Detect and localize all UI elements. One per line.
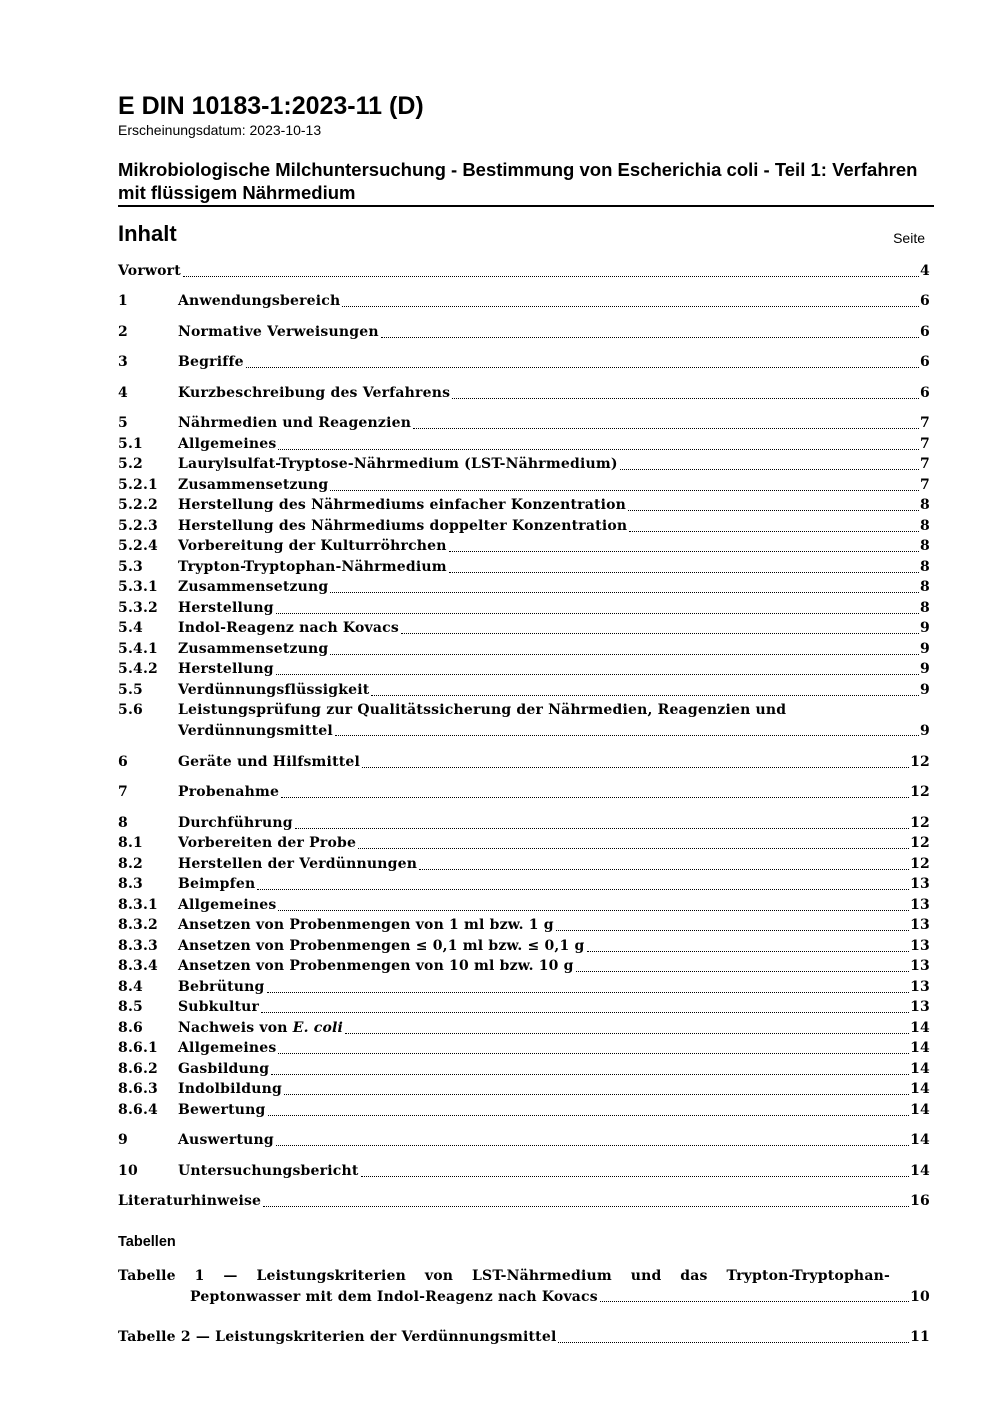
- toc-entry[interactable]: [118, 874, 930, 895]
- toc-entry-text: Herstellung: [178, 661, 274, 677]
- toc-entry[interactable]: [118, 1191, 930, 1212]
- dot-leader: [629, 531, 919, 532]
- dot-leader: [271, 1074, 909, 1075]
- toc-entry-page: 14: [910, 1081, 930, 1097]
- toc-entry-number: 5.4: [118, 620, 143, 636]
- title-rule: [118, 205, 934, 207]
- toc-entry-text: Ansetzen von Probenmengen von 1 ml bzw. 1 g: [178, 917, 554, 933]
- dot-leader: [257, 889, 909, 890]
- toc-entry[interactable]: [118, 915, 930, 936]
- toc-entry-number: 5.2.4: [118, 538, 158, 554]
- toc-entry-text: Allgemeines: [178, 436, 277, 452]
- toc-entry-number: 8.3.2: [118, 917, 158, 933]
- toc-entry-page: 16: [910, 1193, 930, 1209]
- toc-entry-number: 5.2.1: [118, 477, 158, 493]
- toc-entry-number: 4: [118, 385, 128, 401]
- page-column-label: Seite: [893, 230, 925, 246]
- toc-entry-page: 8: [920, 600, 930, 616]
- toc-entry-page: 13: [910, 876, 930, 892]
- toc-entry-page: 12: [910, 856, 930, 872]
- toc-entry[interactable]: [118, 977, 930, 998]
- toc-entry-number: 8.3: [118, 876, 143, 892]
- toc-entry[interactable]: [118, 895, 930, 916]
- toc-entry[interactable]: [118, 475, 930, 496]
- toc-entry-text-italic: E. coli: [292, 1020, 344, 1036]
- dot-leader: [449, 572, 919, 573]
- toc-entry-text: Beimpfen: [178, 876, 256, 892]
- toc-entry[interactable]: [118, 454, 930, 475]
- document-title: Mikrobiologische Milchuntersuchung - Bestimmung von Escherichia coli - Teil 1: Verfahren mit flüssigem Nährmedium: [118, 159, 918, 203]
- toc-entry[interactable]: [118, 516, 930, 537]
- toc-entry[interactable]: [118, 1079, 930, 1100]
- toc-entry-page: 13: [910, 897, 930, 913]
- toc-entry[interactable]: [118, 598, 930, 619]
- dot-leader: [335, 735, 919, 736]
- toc-entry-page: 6: [920, 354, 930, 370]
- dot-leader: [278, 910, 909, 911]
- toc-entry-page: 7: [920, 456, 930, 472]
- toc-entry[interactable]: [118, 495, 930, 516]
- toc-entry[interactable]: [118, 639, 930, 660]
- dot-leader: [295, 828, 909, 829]
- toc-entry-text: Herstellung: [178, 600, 274, 616]
- toc-entry-number: 7: [118, 784, 128, 800]
- toc-entry-page: 9: [920, 722, 930, 739]
- toc-entry-number: 5.5: [118, 682, 143, 698]
- toc-entry-page: 7: [920, 415, 930, 431]
- toc-entry[interactable]: [118, 813, 930, 834]
- toc-entry-text: Ansetzen von Probenmengen ≤ 0,1 ml bzw. ≤ 0,1 g: [178, 938, 585, 954]
- toc-entry-page: 6: [920, 293, 930, 309]
- dot-leader: [330, 490, 919, 491]
- toc-entry-number: 10: [118, 1163, 138, 1179]
- toc-entry-number: 8.2: [118, 856, 143, 872]
- toc-entry[interactable]: [118, 322, 930, 343]
- dot-leader: [278, 1053, 909, 1054]
- toc-entry[interactable]: [118, 618, 930, 639]
- document-id: E DIN 10183-1:2023-11 (D): [118, 92, 424, 120]
- toc-entry-text: Herstellung des Nährmediums einfacher Konzentration: [178, 497, 627, 513]
- toc-entry-text: Zusammensetzung: [178, 477, 329, 493]
- toc-entry-page: 14: [910, 1132, 930, 1148]
- toc-entry-number: 5.3: [118, 559, 143, 575]
- toc-entry-page: 8: [920, 559, 930, 575]
- dot-leader: [620, 469, 919, 470]
- toc-entry-text: Laurylsulfat-Tryptose-Nährmedium (LST-Nährmedium): [178, 456, 618, 472]
- toc-entry[interactable]: [118, 680, 930, 701]
- toc-entry-text: Verdünnungsflüssigkeit: [178, 682, 370, 698]
- toc-entry-number: 5.2.2: [118, 497, 158, 513]
- dot-leader: [556, 930, 909, 931]
- toc-entry-text: Anwendungsbereich: [178, 293, 341, 309]
- toc-entry-page: 13: [910, 979, 930, 995]
- dot-leader: [371, 695, 919, 696]
- toc-entry[interactable]: [118, 659, 930, 680]
- toc-entry-page: 8: [920, 518, 930, 534]
- toc-heading: Inhalt: [118, 221, 177, 246]
- toc-entry[interactable]: [118, 854, 930, 875]
- toc-entry-text: Zusammensetzung: [178, 641, 329, 657]
- toc-entry-page: 7: [920, 477, 930, 493]
- table-entry[interactable]: [118, 1266, 930, 1307]
- dot-leader: [281, 797, 909, 798]
- toc-entry-page: 7: [920, 436, 930, 452]
- toc-entry[interactable]: [118, 1130, 930, 1151]
- toc-entry-text: Zusammensetzung: [178, 579, 329, 595]
- toc-entry-page: 13: [910, 999, 930, 1015]
- toc-entry-text: Auswertung: [178, 1132, 274, 1148]
- toc-entry[interactable]: [118, 352, 930, 373]
- dot-leader: [587, 951, 910, 952]
- toc-entry-page: 8: [920, 497, 930, 513]
- toc-entry-page: 9: [920, 682, 930, 698]
- toc-entry-number: 8.5: [118, 999, 143, 1015]
- toc-entry-text: Kurzbeschreibung des Verfahrens: [178, 385, 451, 401]
- toc-entry-number: 8.6.1: [118, 1040, 158, 1056]
- dot-leader: [330, 654, 919, 655]
- toc-entry-page: 6: [920, 324, 930, 340]
- dot-leader: [401, 633, 919, 634]
- toc-entry-text: Indolbildung: [178, 1081, 282, 1097]
- toc-entry-page: 12: [910, 754, 930, 770]
- toc-entry[interactable]: [118, 1018, 930, 1039]
- toc-entry-page: 9: [920, 641, 930, 657]
- toc-entry[interactable]: [118, 700, 930, 741]
- toc-entry-number: 1: [118, 293, 128, 309]
- toc-entry-page: 13: [910, 917, 930, 933]
- toc-entry-text-continued: Verdünnungsmittel: [178, 722, 333, 739]
- dot-leader: [261, 1012, 909, 1013]
- toc-entry-number: 5.2.3: [118, 518, 158, 534]
- toc-entry-number: 8.6.3: [118, 1081, 158, 1097]
- toc-entry-text: Indol-Reagenz nach Kovacs: [178, 620, 399, 636]
- toc-entry[interactable]: [118, 577, 930, 598]
- dot-leader: [263, 1206, 909, 1207]
- toc-entry-text: Allgemeines: [178, 1040, 277, 1056]
- dot-leader: [330, 592, 919, 593]
- dot-leader: [276, 613, 919, 614]
- toc-entry-text: Probenahme: [178, 784, 280, 800]
- toc-entry[interactable]: [118, 291, 930, 312]
- toc-entry-text: Trypton-Tryptophan-Nährmedium: [178, 559, 447, 575]
- table-entry-page: 11: [910, 1329, 930, 1345]
- toc-entry[interactable]: [118, 752, 930, 773]
- toc-entry-number: 3: [118, 354, 128, 370]
- dot-leader: [278, 449, 919, 450]
- toc-entry[interactable]: [118, 1059, 930, 1080]
- toc-entry-number: 8.6.4: [118, 1102, 158, 1118]
- toc-entry-page: 12: [910, 835, 930, 851]
- dot-leader: [276, 1145, 909, 1146]
- table-entry-page: 10: [910, 1288, 930, 1305]
- toc-entry-number: 8.4: [118, 979, 143, 995]
- dot-leader: [345, 1033, 909, 1034]
- toc-entry-text: Literaturhinweise: [118, 1193, 262, 1209]
- toc-entry-text: Untersuchungsbericht: [178, 1163, 359, 1179]
- table-entry-line1: Tabelle 1 — Leistungskriterien von LST-Nährmedium und das Trypton-Tryptophan-: [118, 1268, 890, 1284]
- tables-heading: Tabellen: [118, 1234, 176, 1250]
- dot-leader: [284, 1094, 909, 1095]
- toc-entry[interactable]: [118, 936, 930, 957]
- toc-entry-number: 5.4.1: [118, 641, 158, 657]
- publication-date: Erscheinungsdatum: 2023-10-13: [118, 122, 322, 138]
- toc-entry[interactable]: [118, 1038, 930, 1059]
- dot-leader: [628, 510, 919, 511]
- toc-entry-number: 6: [118, 754, 128, 770]
- toc-entry-number: 9: [118, 1132, 128, 1148]
- toc-entry-text: Normative Verweisungen: [178, 324, 379, 340]
- dot-leader: [381, 337, 919, 338]
- toc-entry-page: 6: [920, 385, 930, 401]
- toc-entry-page: 14: [910, 1061, 930, 1077]
- dot-leader: [558, 1342, 909, 1343]
- toc-entry-number: 5.3.1: [118, 579, 158, 595]
- table-entry-text: Peptonwasser mit dem Indol-Reagenz nach Kovacs: [190, 1288, 598, 1305]
- toc-entry-text: Nachweis von E. coli: [178, 1020, 344, 1036]
- dot-leader: [276, 674, 919, 675]
- toc-entry-text: Nährmedien und Reagenzien: [178, 415, 412, 431]
- toc-entry[interactable]: [118, 782, 930, 803]
- toc-entry-page: 14: [910, 1040, 930, 1056]
- toc-entry-page: 12: [910, 784, 930, 800]
- toc-entry-text: Begriffe: [178, 354, 244, 370]
- toc-entry-number: 5.6: [118, 702, 143, 718]
- toc-entry-text: Gasbildung: [178, 1061, 270, 1077]
- toc-entry-text: Vorbereiten der Probe: [178, 835, 357, 851]
- toc-entry-text: Ansetzen von Probenmengen von 10 ml bzw. 10 g: [178, 958, 574, 974]
- toc-entry-text: Herstellen der Verdünnungen: [178, 856, 418, 872]
- dot-leader: [362, 767, 909, 768]
- toc-entry[interactable]: [118, 536, 930, 557]
- toc-entry-number: 8.3.3: [118, 938, 158, 954]
- toc-entry-text: Herstellung des Nährmediums doppelter Konzentration: [178, 518, 628, 534]
- dot-leader: [419, 869, 909, 870]
- toc-entry-number: 2: [118, 324, 128, 340]
- toc-entry-number: 5.4.2: [118, 661, 158, 677]
- dot-leader: [452, 398, 919, 399]
- dot-leader: [342, 306, 919, 307]
- dot-leader: [358, 848, 909, 849]
- table-entry-text: Tabelle 2 — Leistungskriterien der Verdünnungsmittel: [118, 1329, 557, 1345]
- toc-entry[interactable]: [118, 413, 930, 434]
- toc-entry[interactable]: [118, 557, 930, 578]
- toc-entry-number: 8.6: [118, 1020, 143, 1036]
- toc-entry-number: 8.1: [118, 835, 143, 851]
- toc-entry[interactable]: [118, 1100, 930, 1121]
- dot-leader: [268, 1115, 910, 1116]
- toc-entry-text: Durchführung: [178, 815, 293, 831]
- toc-entry-page: 8: [920, 579, 930, 595]
- toc-entry-number: 8.3.4: [118, 958, 158, 974]
- toc-entry-page: 13: [910, 958, 930, 974]
- toc-entry-text: Bewertung: [178, 1102, 266, 1118]
- dot-leader: [600, 1301, 909, 1302]
- toc-entry-text: Vorwort: [118, 263, 181, 279]
- toc-entry-number: 5.2: [118, 456, 143, 472]
- toc-entry-number: 8: [118, 815, 128, 831]
- document-page: [118, 0, 934, 1403]
- toc-entry-text: Vorbereitung der Kulturröhrchen: [178, 538, 447, 554]
- toc-entry[interactable]: [118, 434, 930, 455]
- toc-entry-page: 9: [920, 620, 930, 636]
- toc-entry-page: 12: [910, 815, 930, 831]
- table-entry[interactable]: [118, 1327, 930, 1348]
- toc-entry-number: 5: [118, 415, 128, 431]
- toc-entry-page: 14: [910, 1020, 930, 1036]
- table-entry-line2: [118, 1287, 930, 1308]
- dot-leader: [413, 428, 919, 429]
- dot-leader: [267, 992, 910, 993]
- toc-entry[interactable]: [118, 1161, 930, 1182]
- toc-entry-number: 5.1: [118, 436, 143, 452]
- dot-leader: [576, 971, 909, 972]
- toc-entry-page: 14: [910, 1102, 930, 1118]
- toc-entry-text: Leistungsprüfung zur Qualitätssicherung der Nährmedien, Reagenzien und: [178, 702, 787, 718]
- toc-entry-text: Allgemeines: [178, 897, 277, 913]
- toc-entry-number: 5.3.2: [118, 600, 158, 616]
- toc-entry-number: 8.6.2: [118, 1061, 158, 1077]
- toc-entry[interactable]: [118, 956, 930, 977]
- toc-entry-page: 4: [920, 263, 930, 279]
- toc-entry-page: 13: [910, 938, 930, 954]
- dot-leader: [183, 276, 919, 277]
- toc-entry-number: 8.3.1: [118, 897, 158, 913]
- toc-entry[interactable]: [118, 997, 930, 1018]
- toc-entry-page: 9: [920, 661, 930, 677]
- dot-leader: [361, 1176, 910, 1177]
- dot-leader: [449, 551, 919, 552]
- toc-entry-page: 8: [920, 538, 930, 554]
- dot-leader: [246, 367, 919, 368]
- toc-entry-text: Subkultur: [178, 999, 260, 1015]
- toc-entry[interactable]: [118, 383, 930, 404]
- toc-entry[interactable]: [118, 261, 930, 282]
- toc-entry[interactable]: [118, 833, 930, 854]
- toc-entry-text: Bebrütung: [178, 979, 265, 995]
- toc-entry-text: Geräte und Hilfsmittel: [178, 754, 361, 770]
- toc-entry-page: 14: [910, 1163, 930, 1179]
